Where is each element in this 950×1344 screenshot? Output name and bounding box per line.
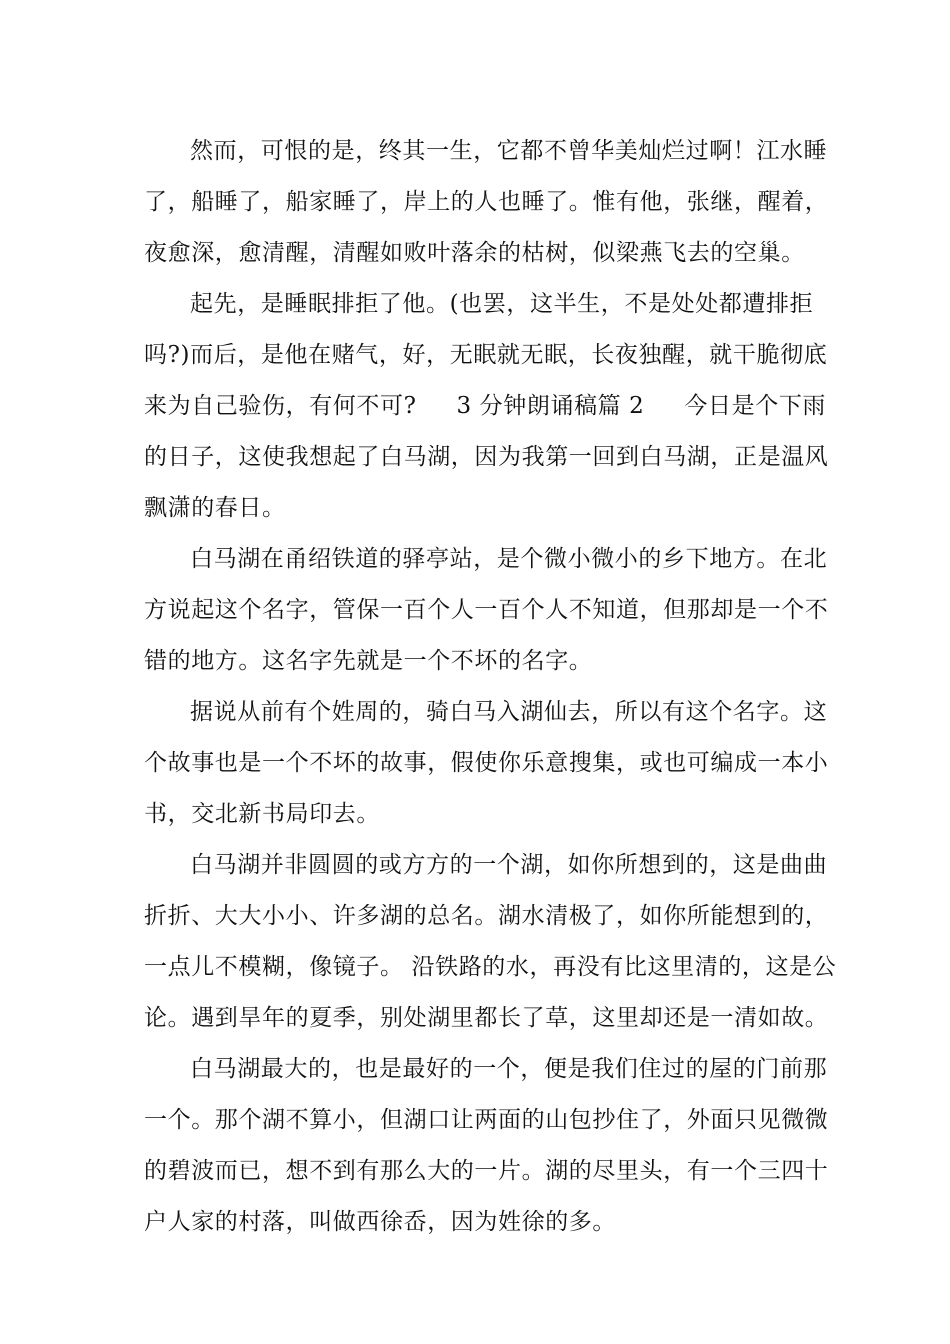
text-line: 书，交北新书局印去。 [144, 801, 380, 827]
text-line: 的日子，这使我想起了白马湖，因为我第一回到白马湖，正是温风 [144, 444, 829, 470]
text-line: 户人家的村落，叫做西徐岙，因为姓徐的多。 [144, 1209, 616, 1235]
text-line: 错的地方。这名字先就是一个不坏的名字。 [144, 648, 593, 674]
text-line: 一点儿不模糊，像镜子。 沿铁路的水，再没有比这里清的，这是公 [144, 954, 837, 980]
section-heading: 3 分钟朗诵稿篇 2 [456, 393, 645, 419]
paragraph-2 [144, 279, 829, 534]
text-line: 吗?)而后，是他在赌气，好，无眠就无眠，长夜独醒，就干脆彻底 [144, 342, 828, 368]
text-line: 个故事也是一个不坏的故事，假使你乐意搜集，或也可编成一本小 [144, 750, 829, 776]
paragraph-4 [144, 687, 829, 840]
text-line: 方说起这个名字，管保一百个人一百个人不知道，但那却是一个不 [144, 597, 829, 623]
text-segment: 今日是个下雨 [684, 393, 827, 419]
text-line: 夜愈深，愈清醒，清醒如败叶落余的枯树，似梁燕飞去的空巢。 [144, 240, 805, 266]
text-line: 据说从前有个姓周的，骑白马入湖仙去，所以有这个名字。这 [190, 699, 828, 725]
text-line-with-heading [144, 381, 827, 432]
text-line: 起先，是睡眠排拒了他。(也罢，这半生，不是处处都遭排拒 [190, 291, 814, 317]
text-line: 论。遇到旱年的夏季，别处湖里都长了草，这里却还是一清如故。 [144, 1005, 829, 1031]
text-line: 白马湖最大的，也是最好的一个，便是我们住过的屋的门前那 [190, 1056, 828, 1082]
text-line: 的碧波而已，想不到有那么大的一片。湖的尽里头，有一个三四十 [144, 1158, 829, 1184]
text-line: 白马湖并非圆圆的或方方的一个湖，如你所想到的，这是曲曲 [190, 852, 828, 878]
text-line: 白马湖在甬绍铁道的驿亭站，是个微小微小的乡下地方。在北 [190, 546, 828, 572]
text-line: 折折、大大小小、许多湖的总名。湖水清极了，如你所能想到的， [144, 903, 829, 929]
paragraph-1 [144, 126, 829, 279]
paragraph-5 [144, 840, 837, 1044]
text-line: 一个。那个湖不算小，但湖口让两面的山包抄住了，外面只见微微 [144, 1107, 829, 1133]
document-body [144, 126, 837, 1248]
text-line: 然而，可恨的是，终其一生，它都不曾华美灿烂过啊！江水睡 [190, 138, 828, 164]
paragraph-6 [144, 1044, 829, 1248]
text-segment: 来为自己验伤，有何不可? [144, 393, 417, 419]
paragraph-3 [144, 534, 829, 687]
text-line: 飘潇的春日。 [144, 495, 286, 521]
text-line: 了，船睡了，船家睡了，岸上的人也睡了。惟有他，张继，醒着， [144, 189, 829, 215]
